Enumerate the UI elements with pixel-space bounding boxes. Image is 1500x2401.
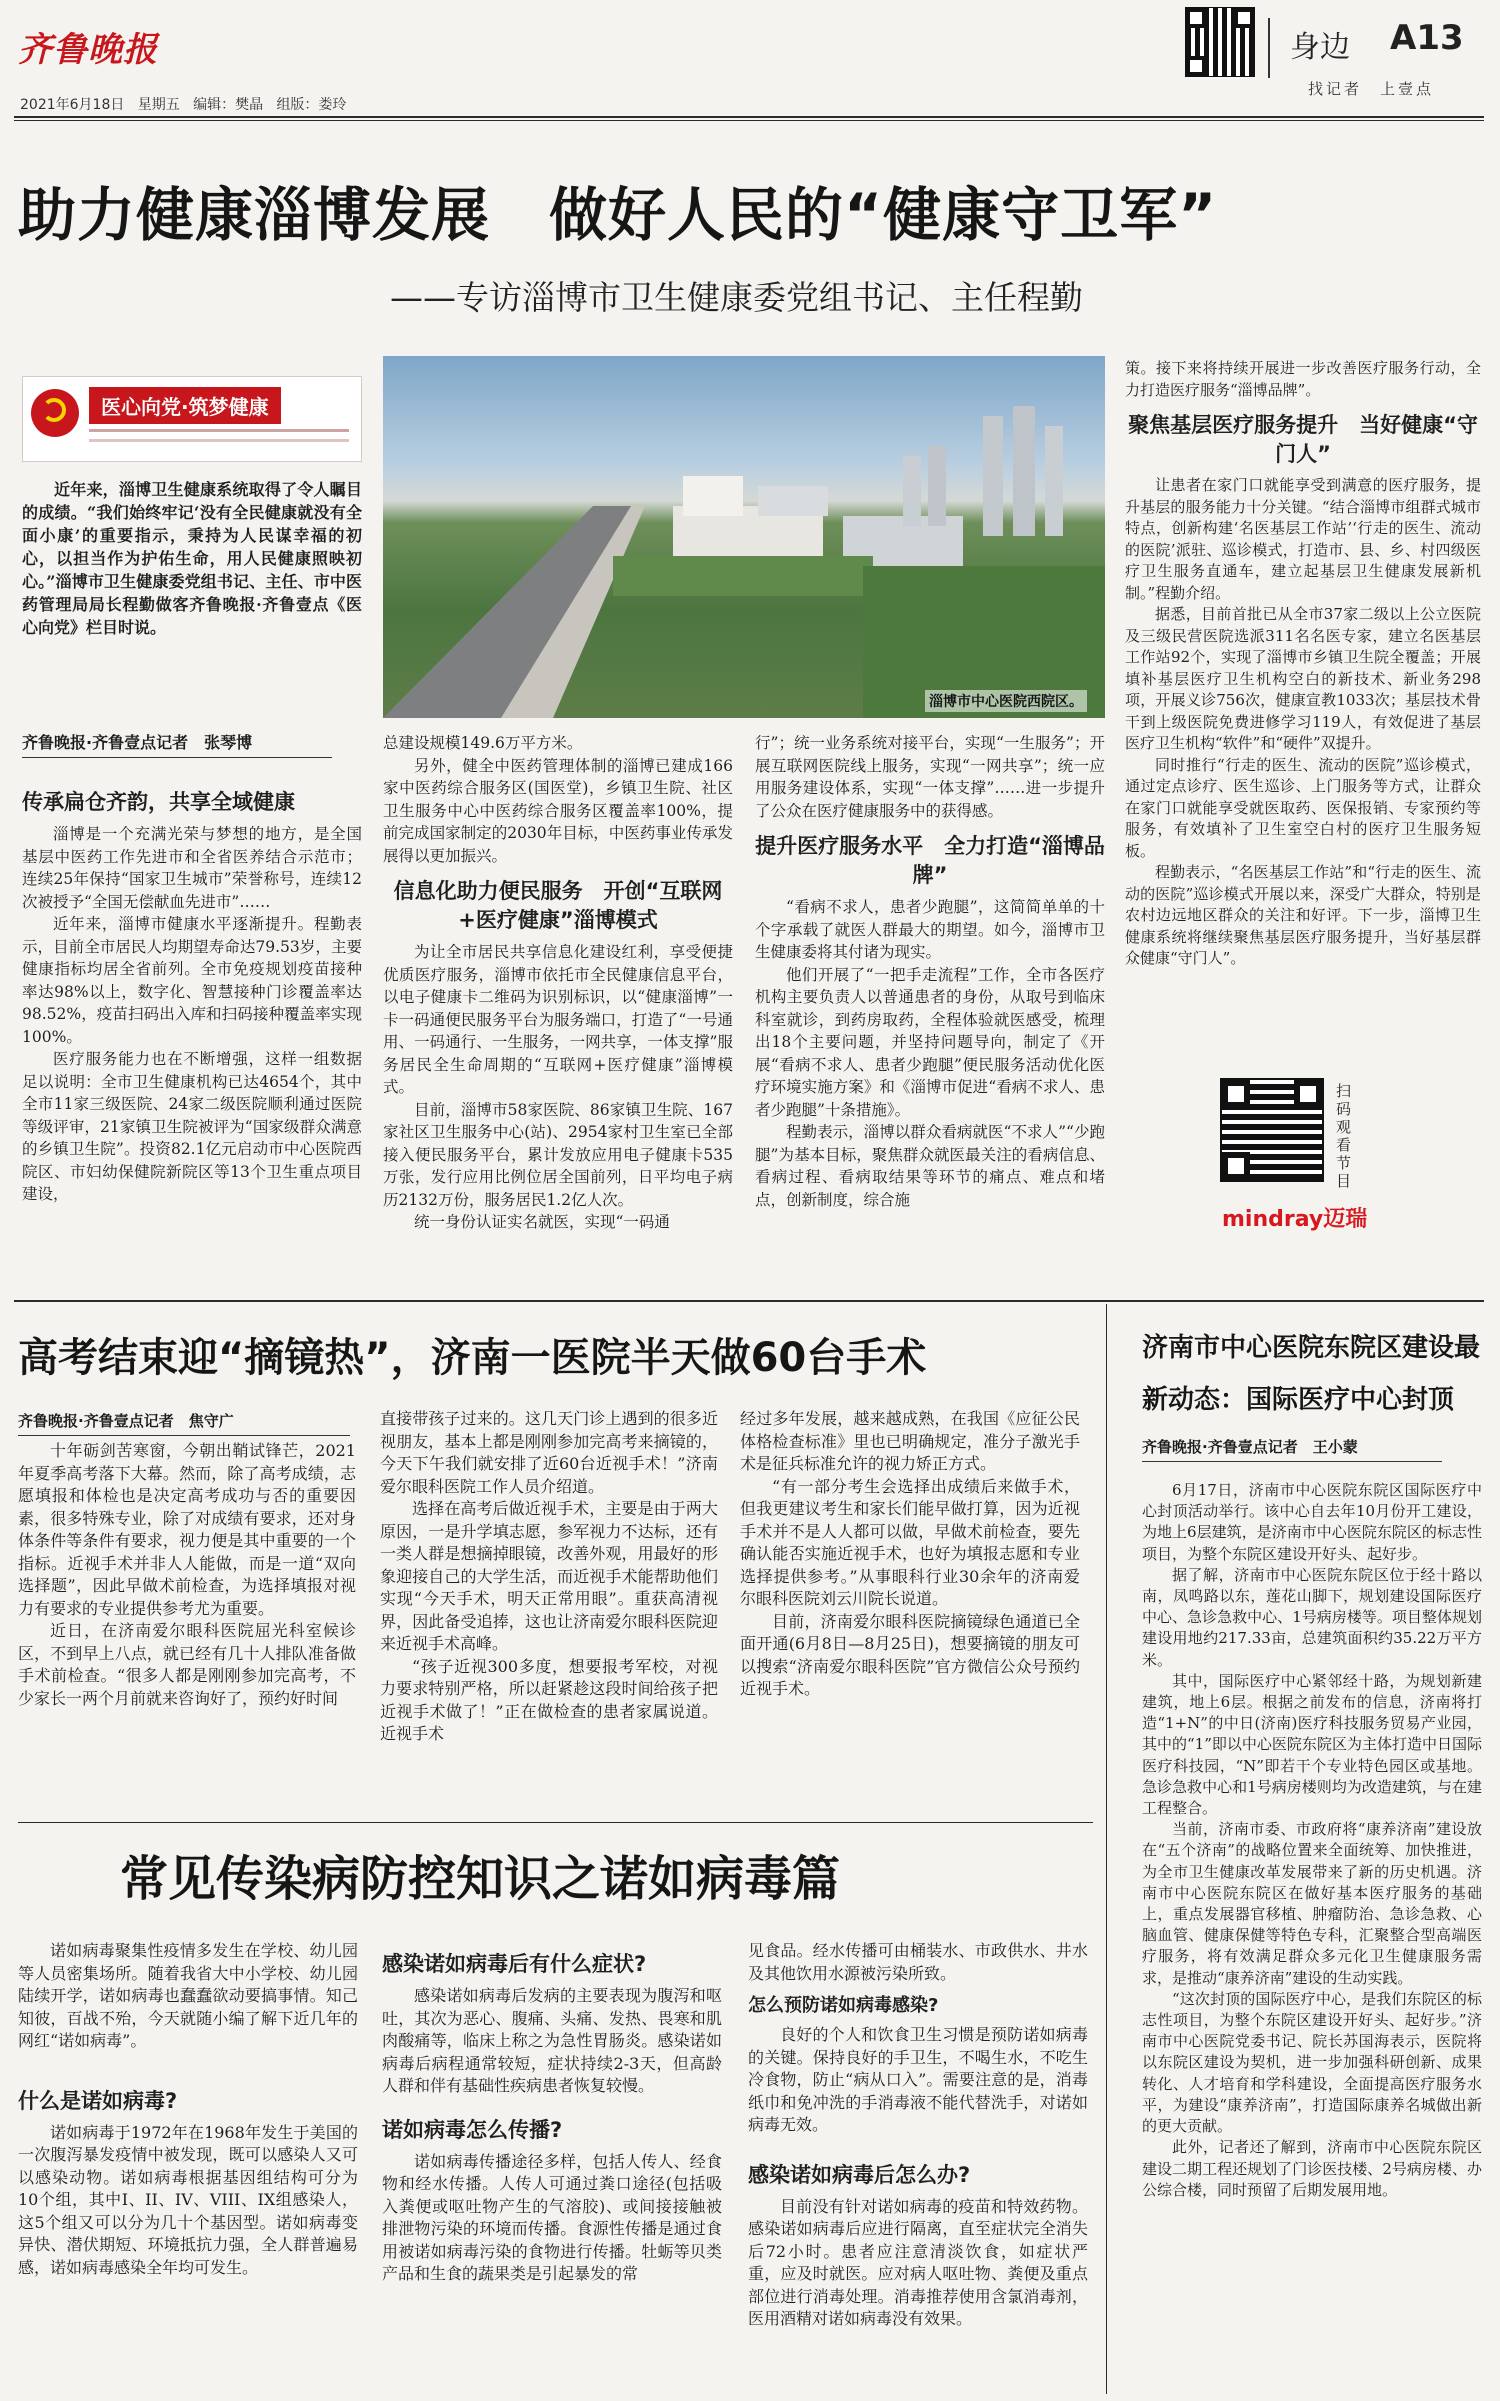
newspaper-logo: 齐鲁晚报 — [18, 30, 158, 70]
paragraph: 医疗服务能力也在不断增强，这样一组数据足以说明：全市卫生健康机构已达4654个，其中全市11家三级医院、24家二级医院顺利通过医院等级评审，21家镇卫生院被评为“国家级群众满意的乡镇卫生院”。投资82.1亿元启动市中心医院西院区、市妇幼保健院新院区等13个卫生重点项目建设， — [22, 1050, 362, 1203]
paragraph: “孩子近视300多度，想要报考军校，对视力要求特别严格，所以赶紧趁这段时间给孩子把近视手术做了！”正在做检查的患者家属说道。近视手术 — [380, 1656, 718, 1743]
article4-column-3 — [748, 1940, 1088, 2331]
paragraph: 诺如病毒传播途径多样，包括人传人、经食物和经水传播。人传人可通过粪口途径(包括吸入粪便或呕吐物产生的气溶胶)、或间接接触被排泄物污染的环境而传播。食源性传播是通过食用被诺如病毒污染的食物进行传播。牡蛎等贝类产品和生食的蔬果类是引起暴发的常 — [382, 2151, 722, 2283]
party-emblem-icon — [31, 389, 79, 437]
paragraph: 目前，淄博市58家医院、86家镇卫生院、167家社区卫生服务中心(站)、2954家村卫生室已全部接入便民服务平台，累计发放应用电子健康卡535万张，发行应用比例位居全国前列，日平均电子病历2132万份，服务居民1.2亿人次。 — [383, 1100, 733, 1209]
paragraph: 目前没有针对诺如病毒的疫苗和特效药物。感染诺如病毒后应进行隔离，直至症状完全消失后72小时。患者应注意清淡饮食，如症状严重，应及时就医。应对病人呕吐物、粪便及重点部位进行消毒处理。消毒推荐使用含氯消毒剂，医用酒精对诺如病毒没有效果。 — [748, 2196, 1088, 2328]
paragraph: 他们开展了“一把手走流程”工作，全市各医疗机构主要负责人以普通患者的身份，从取号到临床科室就诊，到药房取药，全程体验就医感受，梳理出18个主要问题，并坚持问题导向，制定了《开展“看病不求人、患者少跑腿”便民服务活动优化医疗环境实施方案》和《淄博市促进“看病不求人、患者少跑腿”十条措施》。 — [755, 965, 1105, 1119]
article1-column-3 — [755, 732, 1105, 1211]
paragraph: 感染诺如病毒后发病的主要表现为腹泻和呕吐，其次为恶心、腹痛、头痛、发热、畏寒和肌肉酸痛等，临床上称之为急性胃肠炎。感染诺如病毒后病程通常较短，症状持续2-3天，但高龄人群和伴有基础性疾病患者恢复较慢。 — [382, 1986, 722, 2095]
paragraph: 良好的个人和饮食卫生习惯是预防诺如病毒的关键。保持良好的手卫生，不喝生水，不吃生冷食物，防止“病从口入”。需要注意的是，消毒纸巾和免冲洗的手消毒液不能代替洗手，对诺如病毒无效。 — [748, 2025, 1088, 2134]
sponsor-logo: mindray迈瑞 — [1222, 1207, 1368, 1232]
paragraph: 统一身份认证实名就医，实现“一码通 — [414, 1213, 670, 1231]
article1-heading-3: 提升医疗服务水平 全力打造“淄博品牌” — [755, 834, 1105, 887]
headline-health-zibo: 助力健康淄博发展 做好人民的“健康守卫军” — [18, 181, 1218, 249]
article3-byline: 齐鲁晚报·齐鲁壹点记者 王小蒙 — [1142, 1436, 1442, 1462]
paragraph: 诺如病毒于1972年在1968年发生于美国的一次腹泻暴发疫情中被发现，既可以感染人又可以感染动物。诺如病毒根据基因组结构可分为10个组，其中I、II、IV、VIII、IX组感染人，这5个组又可以分为几十个基因型。诺如病毒变异快、潜伏期短、环境抵抗力强，全人群普遍易感，诺如病毒感染全年均可发生。 — [18, 2122, 358, 2277]
paragraph: 策。接下来将持续开展进一步改善医疗服务行动，全力打造医疗服务“淄博品牌”。 — [1125, 359, 1481, 399]
paragraph: 程勤表示，“名医基层工作站”和“行走的医生、流动的医院”巡诊模式开展以来，深受广大群众，特别是农村边远地区群众的关注和好评。下一步，淄博卫生健康系统将继续聚焦基层医疗服务提升，当好基层群众健康“守门人”。 — [1125, 863, 1481, 967]
paragraph: 同时推行“行走的医生、流动的医院”巡诊模式，通过定点诊疗、医生巡诊、上门服务等方式，让群众在家门口就能享受就医取药、医保报销、专家预约等服务，有效填补了卫生室空白村的医疗卫生服务短板。 — [1125, 755, 1481, 860]
article1-column-2 — [383, 732, 733, 1234]
paragraph: 总建设规模149.6万平方米。 — [383, 734, 583, 752]
paragraph: 行”；统一业务系统对接平台，实现“一生服务”；开展互联网医院线上服务，实现“一网共享”；统一应用服务建设体系，实现“一体支撑”……进一步提升了公众在医疗健康服务中的获得感。 — [755, 734, 1105, 820]
paragraph: 此外，记者还了解到，济南市中心医院东院区建设二期工程还规划了门诊医技楼、2号病房楼、办公综合楼，同时预留了后期发展用地。 — [1142, 2138, 1482, 2199]
issue-weekday: 星期五 — [137, 97, 180, 113]
article2-byline: 齐鲁晚报·齐鲁壹点记者 焦守广 — [18, 1410, 350, 1436]
program-qr-code — [1222, 1080, 1322, 1180]
paragraph: 见食品。经水传播可由桶装水、市政供水、井水及其他饮用水源被污染所致。 — [748, 1941, 1088, 1983]
header-qr-code — [1186, 8, 1254, 76]
article1-intro: 近年来，淄博卫生健康系统取得了令人瞩目的成绩。“我们始终牢记‘没有全民健康就没有全面小康’的重要指示，秉持为人民谋幸福的初心，以担当作为护佑生命，用人民健康照映初心。”淄博市卫生健康委党组书记、主任、市中医药管理局局长程勤做客齐鲁晚报·齐鲁壹点《医心向党》栏目时说。 — [22, 480, 362, 637]
paragraph: 经过多年发展，越来越成熟，在我国《应征公民体格检查标准》里也已明确规定，准分子激光手术是征兵标准允许的视力矫正方式。 — [740, 1409, 1080, 1473]
paragraph: 目前，济南爱尔眼科医院摘镜绿色通道已全面开通(6月8日—8月25日)，想要摘镜的朋友可以搜索“济南爱尔眼科医院”官方微信公众号预约近视手术。 — [740, 1611, 1080, 1698]
article2-column-2 — [380, 1408, 718, 1746]
section-name: 身边 — [1290, 30, 1350, 65]
article2-column-3 — [740, 1408, 1080, 1701]
paragraph: 当前，济南市委、市政府将“康养济南”建设放在“五个济南”的战略位置来全面统筹、加快推进，为全市卫生健康改革发展带来了新的历史机遇。济南市中心医院东院区在做好基本医疗服务的基础上，重点发展器官移植、肿瘤防治、急诊急救、心脑血管、健康保健等特色专科，汇聚整合型高端医疗服务，将有效满足群众多元化卫生健康服务需求，是推动“康养济南”建设的生动实践。 — [1142, 1820, 1482, 1987]
article4-column-1 — [18, 1940, 358, 2279]
headline-jinan-hospital: 济南市中心医院东院区建设最新动态：国际医疗中心封顶 — [1142, 1333, 1481, 1415]
paragraph: 近年来，淄博市健康水平逐渐提升。程勤表示，目前全市居民人均期望寿命达79.53岁，主要健康指标均居全省前列。全市免疫规划疫苗接种率达98%以上，数字化、智慧接种门诊覆盖率达98.52%，疫苗扫码出入库和扫码接种覆盖率实现100%。 — [22, 915, 362, 1046]
article2-column-1 — [18, 1440, 356, 1710]
qr-label: 扫码观看节目 — [1336, 1082, 1352, 1190]
paragraph: 诺如病毒聚集性疫情多发生在学校、幼儿园等人员密集场所。随着我省大中小学校、幼儿园陆续开学，诺如病毒也蠢蠢欲动要搞事情。知己知彼，百战不殆，今天就随小编了解下近几年的网红“诺如病毒”。 — [18, 1941, 358, 2050]
page-number: A13 — [1390, 18, 1464, 58]
headline-norovirus: 常见传染病防控知识之诺如病毒篇 — [120, 1851, 841, 1907]
paragraph: 让患者在家门口就能享受到满意的医疗服务，提升基层的服务能力十分关键。“结合淄博市组群式城市特点，创新构建‘名医基层工作站’‘行走的医生、流动的医院’派驻、巡诊模式，打造市、县、乡、村四级医疗卫生服务直通车，建立起基层卫生健康发展新机制。”程勤介绍。 — [1125, 476, 1481, 602]
article1-heading-2: 信息化助力便民服务 开创“互联网+医疗健康”淄博模式 — [393, 879, 723, 932]
article4-heading-5: 感染诺如病毒后怎么办? — [748, 2162, 971, 2187]
paragraph: 为让全市居民共享信息化建设红利，享受便捷优质医疗服务，淄博市依托市全民健康信息平台，以电子健康卡二维码为识别标识，以“健康淄博”一卡一码通便民服务平台为服务端口，打造了“一号通用、一码通行、一生服务，一网共享，一体支撑”服务居民全生命周期的“互联网+医疗健康”淄博模式。 — [383, 943, 733, 1096]
paragraph: “看病不求人，患者少跑腿”，这简简单单的十个字承载了就医人群最大的期望。如今，淄博市卫生健康委将其付诸为现实。 — [755, 898, 1105, 961]
issue-designer: 组版：娄玲 — [276, 97, 347, 113]
issue-editor: 编辑：樊晶 — [193, 97, 264, 113]
article4-heading-2: 感染诺如病毒后有什么症状? — [382, 1952, 647, 1976]
paragraph: 选择在高考后做近视手术，主要是由于两大原因，一是升学填志愿，参军视力不达标，还有一类人群是想摘掉眼镜，改善外观，用最好的形象迎接自己的大学生活，而近视手术能帮助他们实现“今天手术，明天正常用眼”。重获高清视界，因此备受追捧，这也让济南爱尔眼科医院迎来近视手术高峰。 — [380, 1499, 718, 1653]
paragraph: 据悉，目前首批已从全市37家二级以上公立医院及三级民营医院选派311名名医专家，建立名医基层工作站92个，实现了淄博市乡镇卫生院全覆盖；开展填补基层医疗卫生机构空白的新技术、新业务298项，开展义诊756次，健康宣教1033次；基层技术骨干到上级医院免费进修学习119人，有效促进了基层医疗卫生机构“软件”和“硬件”双提升。 — [1125, 605, 1481, 752]
paragraph: “有一部分考生会选择出成绩后来做手术，但我更建议考生和家长们能早做打算，因为近视手术并不是人人都可以做，早做术前检查，要先确认能否实施近视手术，也好为填报志愿和专业选择提供参考。”从事眼科行业30余年的济南爱尔眼科医院刘云川院长说道。 — [740, 1476, 1080, 1608]
paragraph: 据了解，济南市中心医院东院区位于经十路以南，凤鸣路以东，莲花山脚下，规划建设国际医疗中心、急诊急救中心、1号病房楼等。项目整体规划建设用地约217.33亩，总建筑面积约35.22万平方米。 — [1142, 1565, 1482, 1669]
article4-heading-1: 什么是诺如病毒? — [18, 2088, 178, 2113]
article1-column-1 — [22, 778, 362, 1206]
hospital-photo — [383, 356, 1105, 718]
article1-heading-1: 传承扁仓齐韵，共享全域健康 — [22, 790, 295, 814]
paragraph: 直接带孩子过来的。这几天门诊上遇到的很多近视朋友，基本上都是刚刚参加完高考来摘镜的，今天下午我们就安排了近60台近视手术！”济南爱尔眼科医院工作人员介绍道。 — [380, 1409, 718, 1496]
article4-heading-4: 怎么预防诺如病毒感染? — [748, 1995, 939, 2016]
article4-heading-3: 诺如病毒怎么传播? — [382, 2117, 563, 2142]
article4-column-2 — [382, 1940, 722, 2286]
paragraph: 十年砺剑苦寒窗，今朝出鞘试锋芒，2021年夏季高考落下大幕。然而，除了高考成绩，志愿填报和体检也是决定高考成功与否的重要因素，很多特殊专业，除了对成绩有要求，还对身体条件等条件有要求，视力便是其中重要的一个指标。近视手术并非人人能做，而是一道“双向选择题”，因此早做术前检查，为选择填报对视力有要求的专业提供参考尤为重要。 — [18, 1441, 356, 1618]
column-badge — [22, 376, 362, 462]
paragraph: 近日，在济南爱尔眼科医院屈光科室候诊区，不到早上八点，就已经有几十人排队准备做手术前检查。“很多人都是刚刚参加完高考，不少家长一两个月前就来咨询好了，预约好时间 — [18, 1621, 356, 1708]
issue-date: 2021年6月18日 — [20, 97, 125, 113]
issue-info — [20, 94, 346, 114]
section-slogan: 找记者 上壹点 — [1308, 80, 1435, 98]
article1-heading-4: 聚焦基层医疗服务提升 当好健康“守门人” — [1128, 413, 1478, 466]
paragraph: 程勤表示，淄博以群众看病就医“不求人”“少跑腿”为基本目标，聚焦群众就医最关注的看病信息、看病过程、看病取结果等环节的痛点、难点和堵点，创新制度，综合施 — [755, 1123, 1105, 1209]
article3-column — [1142, 1480, 1482, 2201]
article1-byline: 齐鲁晚报·齐鲁壹点记者 张琴博 — [22, 730, 332, 758]
paragraph: 其中，国际医疗中心紧邻经十路，为规划新建建筑，地上6层。根据之前发布的信息，济南将打造“1+N”的中日(济南)医疗科技服务贸易产业园，其中的“1”即以中心医院东院区为主体打造中日国际医疗科技园，“N”即若干个专业特色园区或基地。急诊急救中心和1号病房楼则均为改造建筑，与在建工程整合。 — [1142, 1671, 1482, 1818]
headline-gaokao-myopia: 高考结束迎“摘镜热”，济南一医院半天做60台手术 — [18, 1335, 927, 1381]
article1-column-4 — [1125, 358, 1481, 970]
subheadline-interview: ——专访淄博市卫生健康委党组书记、主任程勤 — [390, 278, 1083, 317]
column-badge-label: 医心向党·筑梦健康 — [89, 387, 281, 424]
paragraph: “这次封顶的国际医疗中心，是我们东院区的标志性项目，为整个东院区建设开好头、起好步。”济南市中心医院党委书记、院长苏国海表示，医院将以东院区建设为契机，进一步加强科研创新、成果转化、人才培育和学科建设，全面提高医疗服务水平，为建设“康养济南”，打造国际康养名城做出新的更大贡献。 — [1142, 1989, 1482, 2136]
paragraph: 另外，健全中医药管理体制的淄博已建成166家中医药综合服务区(国医堂)，乡镇卫生院、社区卫生服务中心中医药综合服务区覆盖率100%，提前完成国家制定的2030年目标，中医药事业传承发展得以更加振兴。 — [383, 756, 733, 865]
photo-caption: 淄博市中心医院西院区。 — [925, 690, 1087, 712]
paragraph: 6月17日，济南市中心医院东院区国际医疗中心封顶活动举行。该中心自去年10月份开工建设，为地上6层建筑，是济南市中心医院东院区的标志性项目，为整个东院区建设开好头、起好步。 — [1142, 1481, 1482, 1563]
paragraph: 淄博是一个充满光荣与梦想的地方，是全国基层中医药工作先进市和全省医养结合示范市；连续25年保持“国家卫生城市”荣誉称号，连续12次被授予“全国无偿献血先进市”…… — [22, 825, 362, 911]
